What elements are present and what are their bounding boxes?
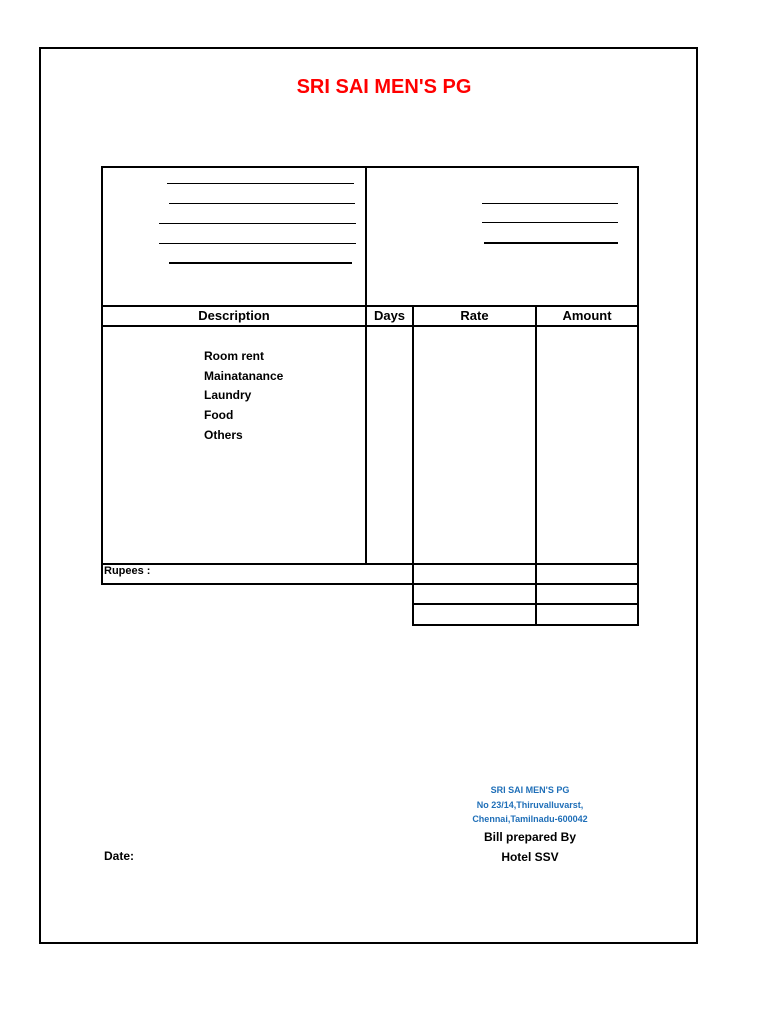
blank-line-left-4 <box>159 243 356 244</box>
header-amount: Amount <box>562 308 612 323</box>
col-divider-amount <box>535 305 537 626</box>
date-label: Date: <box>104 849 135 863</box>
blank-line-right-1 <box>482 203 618 204</box>
rupees-row-bottom <box>101 583 639 585</box>
header-days: Days <box>373 308 406 323</box>
rupees-row-top <box>101 563 639 565</box>
header-box-right <box>637 166 639 626</box>
rupees-label: Rupees : <box>104 565 151 577</box>
item-others: Others <box>204 428 243 442</box>
footer-address-line1: No 23/14,Thiruvalluvarst, <box>476 800 584 810</box>
col-divider-rate <box>412 305 414 626</box>
blank-line-left-5 <box>169 262 352 264</box>
blank-line-left-2 <box>169 203 355 204</box>
item-maintenance: Mainatanance <box>204 369 284 383</box>
item-food: Food <box>204 408 234 422</box>
table-header-bottom <box>101 325 639 327</box>
item-room-rent: Room rent <box>204 349 264 363</box>
total-row-top <box>412 603 639 605</box>
hotel-name: Hotel SSV <box>501 850 559 864</box>
header-box-divider <box>365 166 367 307</box>
header-box-top <box>101 166 639 168</box>
blank-line-right-3 <box>484 242 618 244</box>
blank-line-right-2 <box>482 222 618 223</box>
header-rate: Rate <box>460 308 489 323</box>
item-laundry: Laundry <box>204 388 252 402</box>
header-box-left <box>101 166 103 585</box>
prepared-by-label: Bill prepared By <box>483 830 577 844</box>
footer-pg-name: SRI SAI MEN'S PG <box>490 785 570 795</box>
header-description: Description <box>198 308 270 323</box>
bill-title: SRI SAI MEN'S PG <box>296 76 472 98</box>
total-row-bottom <box>412 624 639 626</box>
col-divider-days <box>365 305 367 564</box>
blank-line-left-1 <box>167 183 354 184</box>
blank-line-left-3 <box>159 223 356 224</box>
footer-address-line2: Chennai,Tamilnadu-600042 <box>472 814 588 824</box>
